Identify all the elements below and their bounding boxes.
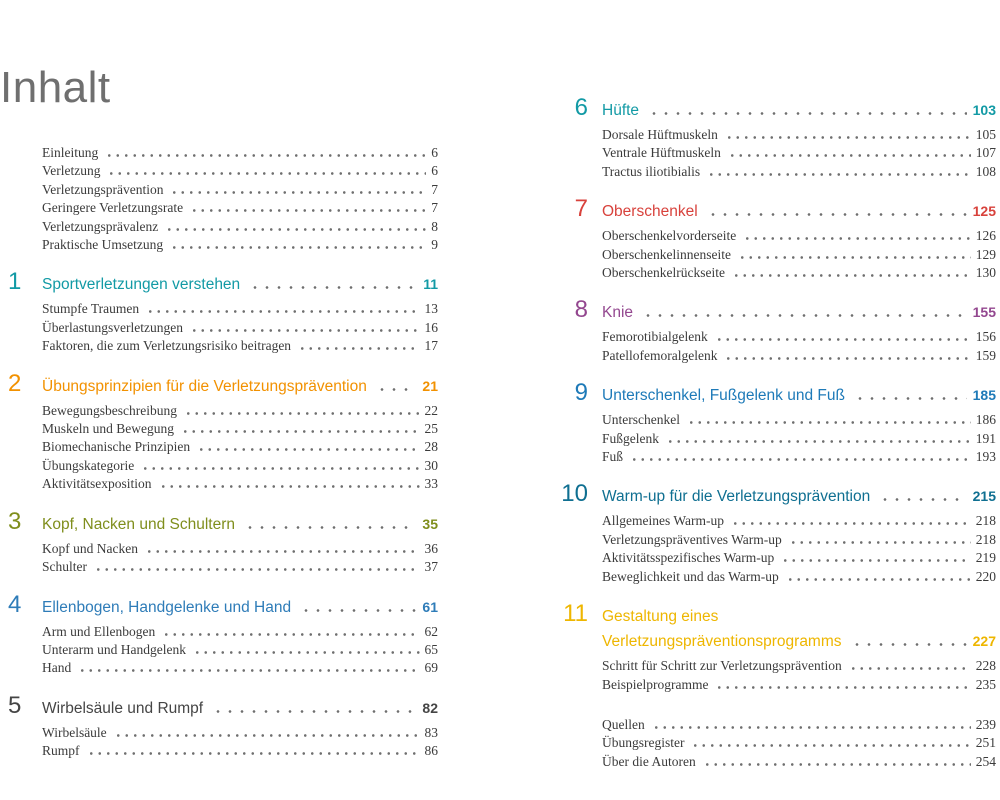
toc-entry <box>42 724 438 742</box>
chapter-page-number: 21 <box>422 377 438 394</box>
entry-page-number: 36 <box>424 540 438 556</box>
dotted-leader <box>146 310 419 313</box>
dotted-leader <box>78 669 419 672</box>
entry-page-number: 220 <box>975 568 996 584</box>
chapter-title: Sportverletzungen verstehen <box>42 276 241 294</box>
toc-entry <box>602 531 996 549</box>
toc-entry <box>42 420 438 438</box>
chapter-page-number: 155 <box>972 304 996 321</box>
entry-label: Ventrale Hüftmuskeln <box>602 145 721 161</box>
dotted-leader <box>114 734 420 737</box>
dotted-leader <box>249 286 417 289</box>
toc-entry <box>602 430 996 448</box>
entry-label: Über die Autoren <box>602 753 696 769</box>
chapter-page-number: 61 <box>422 598 438 615</box>
toc-entry <box>602 144 996 162</box>
chapter-title: Unterschenkel, Fußgelenk und Fuß <box>602 387 845 405</box>
entry-label: Übungsregister <box>602 735 685 751</box>
dotted-leader <box>854 397 967 400</box>
entry-label: Verletzungsprävention <box>42 181 164 197</box>
dotted-leader <box>786 578 971 581</box>
chapter-number: 11 <box>563 600 588 628</box>
toc-entry <box>602 568 996 586</box>
dotted-leader <box>170 191 426 194</box>
dotted-leader <box>193 651 420 654</box>
toc-entry <box>42 181 438 199</box>
toc-entry <box>42 742 438 760</box>
entry-page-number: 62 <box>424 623 438 639</box>
entry-label: Unterschenkel <box>602 412 680 428</box>
dotted-leader <box>879 498 966 501</box>
toc-entry <box>602 549 996 567</box>
toc-entry <box>602 716 996 734</box>
entry-label: Rumpf <box>42 743 80 759</box>
chapter-page-number: 215 <box>972 488 996 505</box>
dotted-leader <box>197 448 419 451</box>
chapter-page-number: 227 <box>972 633 996 650</box>
entry-page-number: 86 <box>424 743 438 759</box>
dotted-leader <box>87 752 420 755</box>
chapter-title: Übungsprinzipien für die Verletzungsprävention <box>42 377 367 395</box>
toc-entry <box>602 347 996 365</box>
dotted-leader <box>105 154 426 157</box>
entry-page-number: 218 <box>975 531 996 547</box>
entry-page-number: 193 <box>975 449 996 465</box>
chapter-3 <box>8 508 438 577</box>
chapter-title-line2: Verletzungspräventionsprogramms <box>602 633 842 651</box>
toc-entry <box>42 144 438 162</box>
entry-page-number: 159 <box>975 347 996 363</box>
chapter-title: Warm-up für die Verletzungsprävention <box>602 488 871 506</box>
dotted-leader <box>159 485 420 488</box>
entry-page-number: 108 <box>975 163 996 179</box>
entry-page-number: 129 <box>975 246 996 262</box>
entry-page-number: 228 <box>975 658 996 674</box>
entry-page-number: 130 <box>975 265 996 281</box>
dotted-leader <box>141 467 419 470</box>
chapter-number: 7 <box>574 195 588 223</box>
chapter-heading <box>558 379 996 409</box>
dotted-leader <box>300 609 416 612</box>
entry-page-number: 251 <box>975 735 996 751</box>
entry-label: Oberschenkelrückseite <box>602 265 725 281</box>
page-title: Inhalt <box>0 63 111 112</box>
entry-page-number: 7 <box>431 200 438 216</box>
entry-label: Verletzungspräventives Warm-up <box>602 531 782 547</box>
entry-page-number: 239 <box>975 716 996 732</box>
chapter-number: 6 <box>574 94 588 121</box>
dotted-leader <box>849 667 971 670</box>
dotted-leader <box>190 209 426 212</box>
dotted-leader <box>652 726 971 729</box>
chapter-heading <box>8 268 438 298</box>
entry-page-number: 6 <box>431 163 438 179</box>
chapter-5 <box>8 692 438 761</box>
entry-label: Quellen <box>602 716 645 732</box>
chapter-heading <box>558 296 996 326</box>
toc-entry <box>602 163 996 181</box>
entry-label: Allgemeines Warm-up <box>602 513 725 529</box>
toc-entry <box>602 753 996 771</box>
entry-page-number: 37 <box>424 559 438 575</box>
dotted-leader <box>687 421 971 424</box>
dotted-leader <box>212 710 416 713</box>
chapter-number: 9 <box>574 379 588 407</box>
chapter-title: Knie <box>602 304 634 322</box>
entry-page-number: 107 <box>975 145 996 161</box>
entry-page-number: 186 <box>975 412 996 428</box>
toc-entry <box>42 162 438 180</box>
entry-label: Aktivitätsspezifisches Warm-up <box>602 550 775 566</box>
entry-page-number: 219 <box>975 550 996 566</box>
chapter-page-number: 35 <box>422 515 438 532</box>
entry-page-number: 7 <box>431 181 438 197</box>
chapter-4 <box>8 591 438 678</box>
entry-page-number: 17 <box>424 338 438 354</box>
dotted-leader <box>107 172 426 175</box>
dotted-leader <box>725 136 971 139</box>
entry-label: Übungskategorie <box>42 457 135 473</box>
toc-entry <box>42 337 438 355</box>
toc-entry <box>602 328 996 346</box>
entry-page-number: 6 <box>431 145 438 160</box>
chapter-7 <box>558 195 996 282</box>
toc-entry <box>602 246 996 264</box>
dotted-leader <box>789 541 971 544</box>
toc-entry <box>602 676 996 694</box>
dotted-leader <box>715 338 971 341</box>
dotted-leader <box>707 213 967 216</box>
back-matter <box>558 716 996 771</box>
entry-label: Überlastungsverletzungen <box>42 319 183 335</box>
dotted-leader <box>703 763 971 766</box>
chapter-page-number: 11 <box>423 276 438 293</box>
entry-label: Bewegungsbeschreibung <box>42 402 177 418</box>
entry-label: Beweglichkeit und das Warm-up <box>602 568 779 584</box>
chapter-page-number: 82 <box>422 699 438 716</box>
chapter-title: Hüfte <box>602 102 640 119</box>
chapter-heading <box>558 600 996 630</box>
entry-label: Stumpfe Traumen <box>42 301 140 317</box>
entry-label: Schulter <box>42 559 87 575</box>
dotted-leader <box>642 314 967 317</box>
entry-label: Einleitung <box>42 145 99 160</box>
toc-entry <box>42 659 438 677</box>
dotted-leader <box>743 237 971 240</box>
dotted-leader <box>181 430 420 433</box>
entry-page-number: 218 <box>975 513 996 529</box>
entry-label: Schritt für Schritt zur Verletzungsprävention <box>602 658 842 674</box>
entry-label: Fußgelenk <box>602 430 659 446</box>
entry-label: Tractus iliotibialis <box>602 163 701 179</box>
dotted-leader <box>170 246 426 249</box>
chapter-heading <box>558 480 996 510</box>
chapter-number: 5 <box>8 691 22 719</box>
chapter-page-number: 103 <box>972 102 996 118</box>
toc-entry <box>602 264 996 282</box>
dotted-leader <box>738 256 971 259</box>
chapter-10 <box>558 480 996 586</box>
entry-page-number: 22 <box>424 402 438 418</box>
entry-page-number: 25 <box>424 421 438 437</box>
chapter-heading <box>8 591 438 621</box>
entry-page-number: 33 <box>424 476 438 492</box>
chapter-heading <box>8 370 438 400</box>
entry-label: Faktoren, die zum Verletzungsrisiko beitragen <box>42 338 292 354</box>
dotted-leader <box>781 559 970 562</box>
entry-page-number: 13 <box>424 301 438 317</box>
toc-entry <box>42 540 438 558</box>
toc-entry <box>42 300 438 318</box>
dotted-leader <box>851 643 967 646</box>
chapter-title: Wirbelsäule und Rumpf <box>42 699 204 717</box>
toc-entry <box>42 199 438 217</box>
dotted-leader <box>162 633 419 636</box>
entry-label: Verletzung <box>42 163 101 179</box>
chapter-page-number: 125 <box>972 203 996 220</box>
dotted-leader <box>724 357 970 360</box>
entry-page-number: 156 <box>975 329 996 345</box>
toc-entry <box>42 558 438 576</box>
entry-page-number: 235 <box>975 676 996 692</box>
dotted-leader <box>731 522 971 525</box>
chapter-heading <box>558 195 996 225</box>
entry-label: Oberschenkelinnenseite <box>602 246 731 262</box>
dotted-leader <box>165 228 426 231</box>
chapter-number: 8 <box>574 296 588 324</box>
chapter-heading <box>558 628 996 655</box>
toc-entry <box>602 411 996 429</box>
entry-page-number: 9 <box>431 237 438 253</box>
toc-left-column <box>8 144 438 761</box>
toc-entry <box>602 512 996 530</box>
dotted-leader <box>376 388 417 391</box>
dotted-leader <box>184 412 420 415</box>
entry-page-number: 191 <box>975 430 996 446</box>
entry-page-number: 65 <box>424 641 438 657</box>
dotted-leader <box>630 458 971 461</box>
toc-entry <box>42 623 438 641</box>
entry-page-number: 126 <box>975 228 996 244</box>
toc-entry <box>602 126 996 144</box>
dotted-leader <box>666 440 971 443</box>
entry-label: Aktivitätsexposition <box>42 476 152 492</box>
dotted-leader <box>145 550 420 553</box>
entry-page-number: 254 <box>975 753 996 769</box>
dotted-leader <box>728 154 971 157</box>
chapter-page-number: 185 <box>972 387 996 404</box>
entry-label: Femorotibialgelenk <box>602 329 708 345</box>
entry-page-number: 105 <box>975 127 996 142</box>
chapter-number: 2 <box>8 369 22 397</box>
entry-label: Kopf und Nacken <box>42 540 138 556</box>
chapter-heading <box>8 508 438 538</box>
chapter-1 <box>8 268 438 355</box>
chapter-9 <box>558 379 996 466</box>
entry-label: Patellofemoralgelenk <box>602 347 718 363</box>
entry-label: Wirbelsäule <box>42 724 107 740</box>
chapter-number: 1 <box>8 268 22 296</box>
dotted-leader <box>190 329 420 332</box>
toc-entry <box>42 402 438 420</box>
toc-entry <box>602 734 996 752</box>
toc-entry <box>602 657 996 675</box>
entry-label: Hand <box>42 660 72 676</box>
toc-entry <box>42 236 438 254</box>
entry-page-number: 28 <box>424 439 438 455</box>
chapter-title: Oberschenkel <box>602 203 698 221</box>
dotted-leader <box>691 744 970 747</box>
dotted-leader <box>648 112 967 115</box>
entry-label: Praktische Umsetzung <box>42 237 164 253</box>
chapter-heading <box>8 692 438 722</box>
entry-label: Oberschenkelvorderseite <box>602 228 737 244</box>
entry-page-number: 69 <box>424 660 438 676</box>
entry-page-number: 83 <box>424 724 438 740</box>
chapter-title: Kopf, Nacken und Schultern <box>42 515 236 533</box>
dotted-leader <box>732 274 971 277</box>
dotted-leader <box>94 568 420 571</box>
entry-label: Arm und Ellenbogen <box>42 623 156 639</box>
entry-label: Geringere Verletzungsrate <box>42 200 184 216</box>
chapter-number: 3 <box>8 507 22 535</box>
dotted-leader <box>715 686 970 689</box>
chapter-title-line1: Gestaltung eines <box>602 608 719 626</box>
chapter-6 <box>558 94 996 181</box>
entry-page-number: 30 <box>424 457 438 473</box>
dotted-leader <box>244 526 416 529</box>
toc-entry <box>42 641 438 659</box>
entry-label: Beispielprogramme <box>602 676 709 692</box>
chapter-number: 4 <box>8 590 22 618</box>
toc-entry <box>602 227 996 245</box>
entry-label: Verletzungsprävalenz <box>42 218 159 234</box>
toc-right-column <box>558 94 996 771</box>
chapter-title: Ellenbogen, Handgelenke und Hand <box>42 598 292 616</box>
entry-label: Biomechanische Prinzipien <box>42 439 191 455</box>
chapter-heading <box>558 94 996 124</box>
chapter-2 <box>8 370 438 494</box>
entry-label: Unterarm und Handgelenk <box>42 641 186 657</box>
dotted-leader <box>707 173 971 176</box>
dotted-leader <box>298 347 419 350</box>
toc-entry <box>42 457 438 475</box>
entry-label: Fuß <box>602 449 624 465</box>
entry-label: Muskeln und Bewegung <box>42 421 174 437</box>
entry-label: Dorsale Hüftmuskeln <box>602 127 718 142</box>
entry-page-number: 8 <box>431 218 438 234</box>
toc-entry <box>602 448 996 466</box>
chapter-number: 10 <box>561 480 588 508</box>
entry-page-number: 16 <box>424 319 438 335</box>
toc-entry <box>42 438 438 456</box>
chapter-11 <box>558 600 996 694</box>
toc-entry <box>42 218 438 236</box>
toc-entry <box>42 475 438 493</box>
chapter-8 <box>558 296 996 365</box>
toc-entry <box>42 319 438 337</box>
